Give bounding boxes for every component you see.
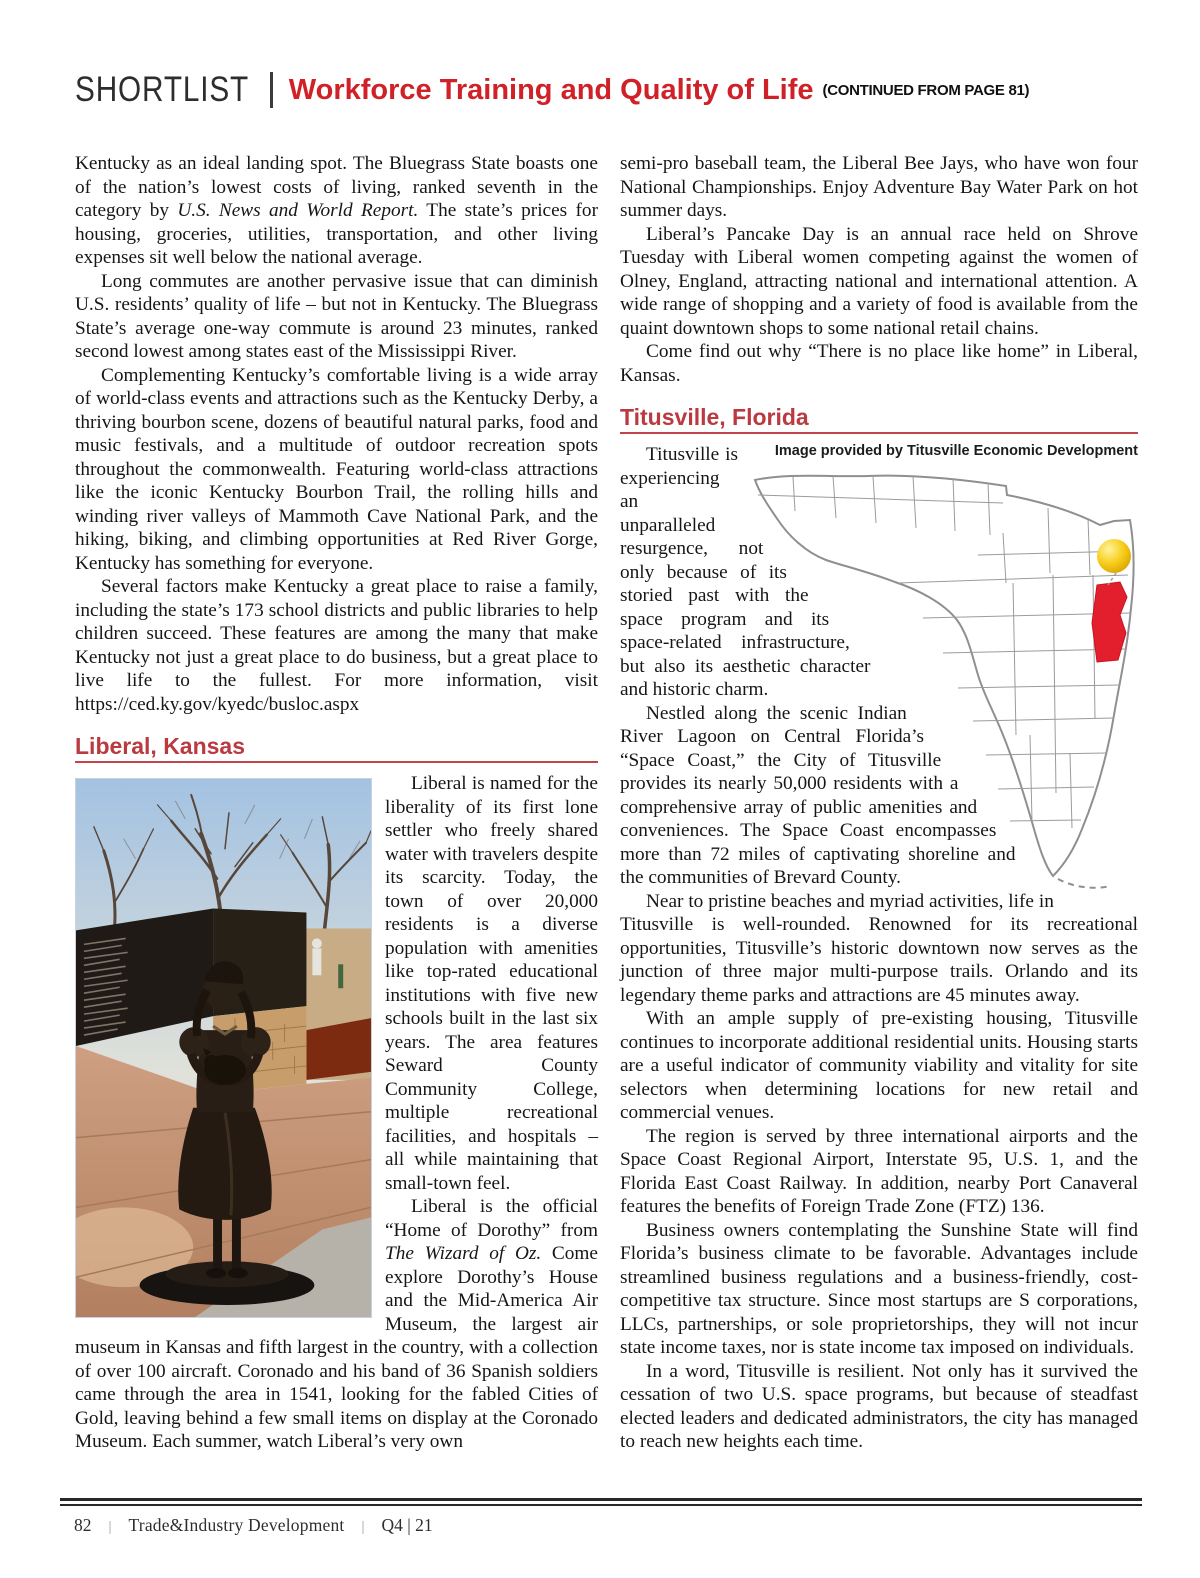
paragraph: Long commutes are another pervasive issue that can diminish U.S. residents’ quality of life – but not in Kentucky. The Bluegrass State’s average one-way commute is around 23 minutes, ranked second lowest among states east of the Mississippi River.	[75, 270, 598, 362]
paragraph: semi-pro baseball team, the Liberal Bee Jays, who have won four National Championships. Enjoy Adventure Bay Water Park on hot summer days.	[620, 153, 1138, 221]
continued-note: (CONTINUED FROM PAGE 81)	[822, 81, 1030, 99]
dorothy-statue-illustration	[76, 779, 371, 1317]
paragraph: Nestled along the scenic Indian River Lagoon on Central Florida’s “Space Coast,” the City of Titusville provides its nearly 50,000 residents with a comprehensive array of public amenities and conveniences. The Space Coast encompasses more than 72 miles of captivating shoreline and the communities of Brevard County.	[620, 702, 1016, 889]
paragraph: Titusville is experiencing an unparalleled resurgence, not only because of its storied past with the space program and its space-related infrastructure, but also its aesthetic character and historic charm.	[620, 444, 871, 701]
footer-separator: |	[108, 1519, 112, 1535]
paragraph	[75, 575, 598, 716]
page-number: 82	[74, 1515, 92, 1535]
issue-label: Q4 | 21	[381, 1515, 433, 1535]
masthead-divider	[270, 72, 273, 108]
footer-rule	[60, 1498, 1142, 1506]
section-heading-titusville: Titusville, Florida	[620, 405, 1138, 434]
masthead	[75, 70, 1125, 110]
kentucky-info-url: https://ced.ky.gov/kyedc/busloc.aspx	[75, 693, 360, 715]
article-title: Workforce Training and Quality of Life	[288, 73, 814, 106]
paragraph-text: Several factors make Kentucky a great place to raise a family, including the state’s 173 school districts and public libraries to help children succeed. These features are among the many that make Kentucky not just a great place to do business, but a great place to live life to the fullest. For more information, visit	[75, 576, 598, 691]
article-body	[0, 110, 1200, 1454]
paragraph-text: Liberal is the official “Home of Dorothy” from	[385, 1196, 598, 1241]
dorothy-statue-photo	[75, 778, 372, 1318]
footer-separator: |	[361, 1519, 365, 1535]
titusville-section	[620, 443, 1138, 1454]
italic-citation: The Wizard of Oz.	[385, 1243, 542, 1265]
liberal-section	[75, 772, 598, 1454]
florida-keys	[1058, 879, 1110, 888]
paragraph: Near to pristine beaches and myriad activities, life in Titusville is well-rounded. Renowned for its recreational opportunities, Titusville’s historic downtown now serves as the junction of three major multi-purpose trails. Orlando and its legendary theme parks and attractions are 45 minutes away.	[620, 890, 1138, 1006]
section-heading-liberal: Liberal, Kansas	[75, 734, 598, 763]
paragraph: Complementing Kentucky’s comfortable living is a wide array of world-class events and attractions such as the Kentucky Derby, a thriving bourbon scene, dozens of beautiful natural parks, food and music festivals, and a multitude of outdoor recreation spots throughout the commonwealth. Featuring world-class attractions like the iconic Kentucky Bourbon Trail, the rolling hills and winding river valleys of Mammoth Cave National Park, and the hiking, biking, and climbing opportunities at Red River Gorge, Kentucky has something for everyone.	[75, 364, 598, 574]
paragraph: The region is served by three international airports and the Space Coast Regional Airport, Interstate 95, U.S. 1, and the Florida East Coast Railway. In addition, nearby Port Canaveral features the benefits of Foreign Trade Zone (FTZ) 136.	[620, 1125, 1138, 1218]
paragraph: In a word, Titusville is resilient. Not only has it survived the cessation of two U.S. space programs, but because of steadfast elected leaders and dedicated administrators, the city has managed to reach new heights each time.	[620, 1360, 1138, 1453]
paragraph: Come find out why “There is no place like home” in Liberal, Kansas.	[620, 341, 1138, 386]
paragraph-text: Kentucky as an ideal landing spot. The Bluegrass State boasts one of the nation’s lowest costs of living, ranked seventh in the category by	[75, 153, 598, 221]
left-column	[75, 152, 598, 1454]
paragraph: Liberal is named for the liberality of its first lone settler who freely shared water with travelers despite its scarcity. Today, the town of over 20,000 residents is a diverse population with amenities like top-rated educational institutions with five new schools built in the last six years. The area features Seward County Community College, multiple recreational facilities, and hospitals – all while maintaining that small-town feel.	[385, 773, 598, 1194]
publication-name: Trade&Industry Development	[128, 1515, 345, 1535]
paragraph-text: Come explore Dorothy’s House and the Mid-America Air Museum, the largest air museum in Kansas and fifth largest in the country, with a collection of over 100 aircraft. Coronado and his band of 36 Spanish soldiers came through the area in 1541, looking for the fabled Cities of Gold, leaving behind a few small items on display at the Coronado Museum. Each summer, watch Liberal’s very own	[75, 1243, 598, 1453]
footer-row	[74, 1515, 1142, 1536]
italic-citation: U.S. News and World Report.	[177, 200, 419, 221]
paragraph: Liberal’s Pancake Day is an annual race held on Shrove Tuesday with Liberal women competing against the women of Olney, England, attracting national and international attention. A wide range of shopping and a variety of food is available from the quaint downtown shops to some national retail chains.	[620, 223, 1138, 339]
paragraph	[75, 152, 598, 270]
map-credit: Image provided by Titusville Economic Development	[774, 443, 1138, 460]
paragraph-text: The state’s prices for housing, groceries, utilities, transportation, and other living expenses sit well below the national average.	[75, 200, 598, 268]
page-footer	[60, 1498, 1142, 1536]
right-column	[620, 152, 1138, 1454]
paragraph: With an ample supply of pre-existing housing, Titusville continues to incorporate additional residential units. Housing starts are a useful indicator of community viability and vitality for site selectors when determining locations for new retail and commercial venues.	[620, 1008, 1138, 1124]
paragraph: Business owners contemplating the Sunshine State will find Florida’s business climate to be favorable. Advantages include streamlined business regulations and a business-friendly, cost-competitive tax structure. Since most startups are S corporations, LLCs, partnerships, or sole proprietorships, they will not incur state income taxes, nor is state income tax imposed on individuals.	[620, 1219, 1138, 1359]
shortlist-brand: SHORTLIST	[75, 70, 250, 109]
